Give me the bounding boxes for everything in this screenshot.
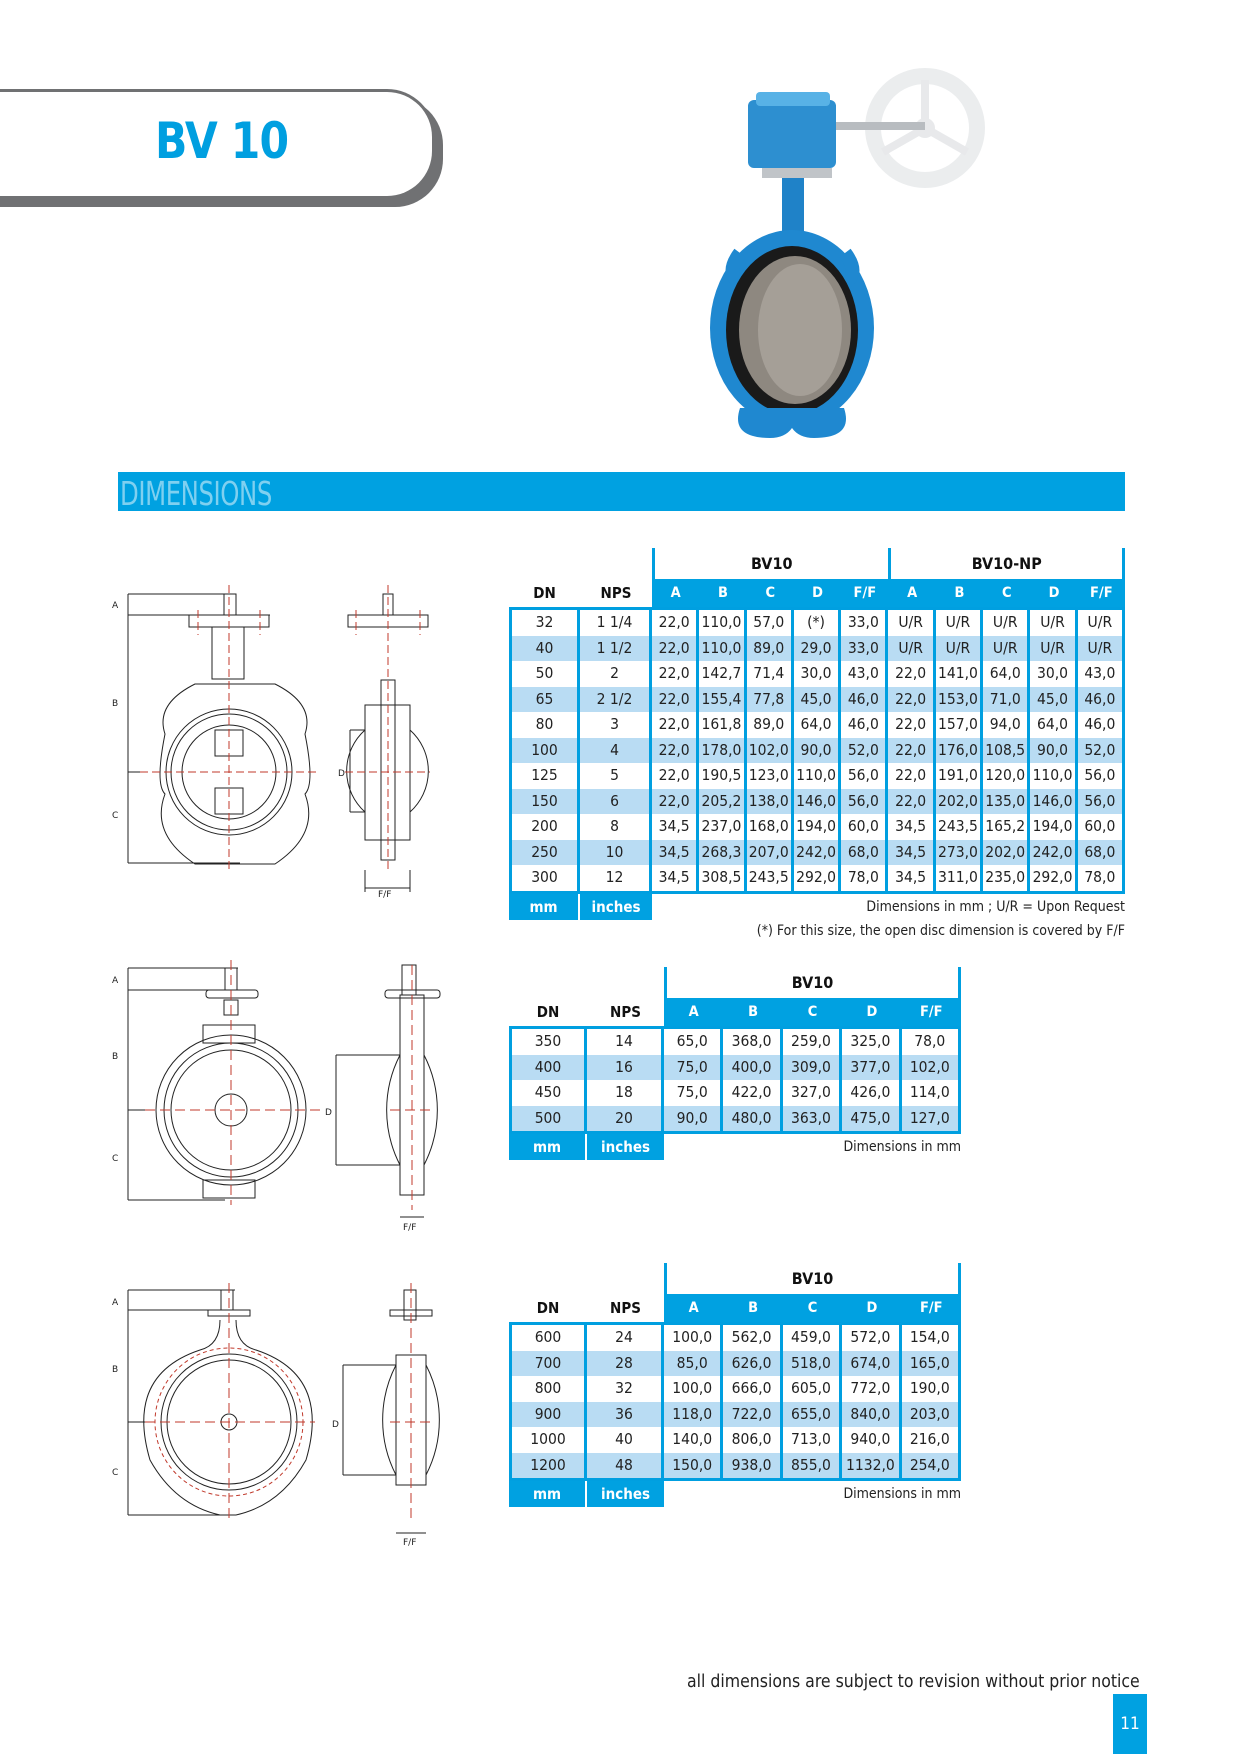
table-cell: 75,0	[664, 1080, 723, 1106]
table-cell: 350	[509, 1026, 587, 1055]
column-header-d: D	[842, 1294, 901, 1322]
table-cell: 562,0	[723, 1322, 782, 1351]
table-cell: 840,0	[842, 1402, 901, 1428]
table-cell: 800	[509, 1376, 587, 1402]
table-cell: 34,5	[652, 840, 699, 866]
table-cell: 243,5	[936, 814, 983, 840]
table-cell: 22,0	[652, 789, 699, 815]
table-cell: 45,0	[794, 687, 841, 713]
table-cell: 242,0	[1030, 840, 1077, 866]
table-cell: 772,0	[842, 1376, 901, 1402]
table-cell: 34,5	[652, 814, 699, 840]
table-cell: 178,0	[699, 738, 746, 764]
table-cell: 292,0	[794, 865, 841, 894]
table-cell: 194,0	[1030, 814, 1077, 840]
table-cell: 110,0	[699, 636, 746, 662]
table-cell: 161,8	[699, 712, 746, 738]
drawing-small-sizes	[100, 580, 500, 910]
group-header-bv10: BV10	[652, 548, 888, 579]
table-cell: U/R	[1030, 636, 1077, 662]
table-cell: 30,0	[1030, 661, 1077, 687]
label-b: B	[112, 1365, 119, 1375]
label-a: A	[112, 1298, 119, 1308]
table-row	[509, 789, 1125, 815]
table-cell: 191,0	[936, 763, 983, 789]
table-cell: 1 1/4	[580, 607, 652, 636]
table-cell: 56,0	[841, 789, 888, 815]
table-cell: 89,0	[747, 712, 794, 738]
table-cell: 259,0	[783, 1026, 842, 1055]
table-cell: U/R	[1030, 607, 1077, 636]
label-a: A	[112, 976, 119, 986]
table-cell: 68,0	[841, 840, 888, 866]
table-row	[509, 687, 1125, 713]
table-cell: 940,0	[842, 1427, 901, 1453]
table-cell: 22,0	[652, 738, 699, 764]
table-cell: 1000	[509, 1427, 587, 1453]
table-cell: 80	[509, 712, 580, 738]
table-cell: 138,0	[747, 789, 794, 815]
table-cell: 71,0	[983, 687, 1030, 713]
table-cell: 207,0	[747, 840, 794, 866]
table-cell: U/R	[936, 607, 983, 636]
label-d: D	[338, 769, 345, 779]
table-cell: 308,5	[699, 865, 746, 894]
table-cell: 165,2	[983, 814, 1030, 840]
table-cell: 90,0	[794, 738, 841, 764]
column-header-ff: F/F	[841, 579, 888, 607]
table-cell: 127,0	[902, 1106, 961, 1135]
table-cell: 806,0	[723, 1427, 782, 1453]
table-cell: 202,0	[983, 840, 1030, 866]
table-cell: 18	[587, 1080, 664, 1106]
column-header-nps: NPS	[610, 1299, 641, 1317]
table-cell: 56,0	[1078, 789, 1125, 815]
table-cell: 43,0	[1078, 661, 1125, 687]
table-cell: 268,3	[699, 840, 746, 866]
unit-inches: inches	[587, 1134, 664, 1160]
table-footnote: (*) For this size, the open disc dimension is covered by F/F	[756, 922, 1125, 939]
table-cell: 1200	[509, 1453, 587, 1482]
table-cell: 194,0	[794, 814, 841, 840]
table-cell: 325,0	[842, 1026, 901, 1055]
table-cell: 142,7	[699, 661, 746, 687]
table-row	[509, 712, 1125, 738]
table-cell: U/R	[888, 636, 935, 662]
table-cell: 426,0	[842, 1080, 901, 1106]
table-cell: 165,0	[902, 1351, 961, 1377]
table-cell: 100,0	[664, 1322, 723, 1351]
table-cell: 114,0	[902, 1080, 961, 1106]
table-cell: 292,0	[1030, 865, 1077, 894]
column-header-np-ff: F/F	[1078, 579, 1125, 607]
table-cell: 110,0	[699, 607, 746, 636]
table-cell: 100,0	[664, 1376, 723, 1402]
table-cell: 666,0	[723, 1376, 782, 1402]
table-cell: 254,0	[902, 1453, 961, 1482]
table-cell: 77,8	[747, 687, 794, 713]
table-cell: 46,0	[1078, 687, 1125, 713]
table-cell: 30,0	[794, 661, 841, 687]
table-row	[509, 814, 1125, 840]
table-cell: 153,0	[936, 687, 983, 713]
table-cell: 250	[509, 840, 580, 866]
table-cell: 135,0	[983, 789, 1030, 815]
table-cell: 655,0	[783, 1402, 842, 1428]
table-cell: 22,0	[888, 789, 935, 815]
table-cell: 16	[587, 1055, 664, 1081]
table-cell: 605,0	[783, 1376, 842, 1402]
table-cell: 422,0	[723, 1080, 782, 1106]
table-cell: 89,0	[747, 636, 794, 662]
table-cell: 140,0	[664, 1427, 723, 1453]
column-header-a: A	[652, 579, 699, 607]
table-cell: U/R	[983, 607, 1030, 636]
table-cell: 237,0	[699, 814, 746, 840]
table-cell: 40	[509, 636, 580, 662]
table-cell: 150,0	[664, 1453, 723, 1482]
table-cell: 52,0	[841, 738, 888, 764]
table-row	[509, 1427, 961, 1453]
table-cell: 24	[587, 1322, 664, 1351]
table-cell: 64,0	[1030, 712, 1077, 738]
table-cell: 52,0	[1078, 738, 1125, 764]
dimensions-table-32-300	[509, 548, 1125, 942]
table-cell: 46,0	[1078, 712, 1125, 738]
table-cell: 713,0	[783, 1427, 842, 1453]
table-cell: 475,0	[842, 1106, 901, 1135]
table-row	[509, 1402, 961, 1428]
table-cell: 102,0	[902, 1055, 961, 1081]
table-cell: 68,0	[1078, 840, 1125, 866]
table-cell: 205,2	[699, 789, 746, 815]
table-cell: 22,0	[888, 687, 935, 713]
page-number: 11	[1113, 1694, 1147, 1754]
column-header-dn: DN	[536, 1299, 560, 1317]
table-cell: 400	[509, 1055, 587, 1081]
table-cell: 722,0	[723, 1402, 782, 1428]
column-header-b: B	[723, 1294, 782, 1322]
table-cell: 32	[509, 607, 580, 636]
table-row	[509, 1376, 961, 1402]
label-ff: F/F	[403, 1223, 417, 1233]
table-cell: 327,0	[783, 1080, 842, 1106]
table-cell: 155,4	[699, 687, 746, 713]
table-row	[509, 1106, 961, 1135]
column-header-b: B	[723, 998, 782, 1026]
column-header-np-b: B	[936, 579, 983, 607]
group-header-bv10: BV10	[664, 967, 961, 998]
table-cell: 22,0	[652, 687, 699, 713]
column-header-d: D	[842, 998, 901, 1026]
column-header-np-c: C	[983, 579, 1030, 607]
section-title: DIMENSIONS	[120, 474, 272, 513]
table-cell: 123,0	[747, 763, 794, 789]
unit-mm: mm	[509, 1481, 587, 1507]
table-note: Dimensions in mm ; U/R = Upon Request	[866, 898, 1125, 915]
table-cell: 938,0	[723, 1453, 782, 1482]
column-header-a: A	[664, 1294, 723, 1322]
table-row	[509, 738, 1125, 764]
table-cell: 28	[587, 1351, 664, 1377]
table-note: Dimensions in mm	[843, 1486, 961, 1502]
table-row	[509, 636, 1125, 662]
table-cell: 146,0	[1030, 789, 1077, 815]
table-row	[509, 1351, 961, 1377]
dimensions-table-350-500	[509, 967, 961, 1160]
table-cell: 22,0	[888, 712, 935, 738]
table-cell: 100	[509, 738, 580, 764]
table-cell: 14	[587, 1026, 664, 1055]
column-header-dn: DN	[536, 1003, 560, 1021]
column-header-ff: F/F	[902, 1294, 961, 1322]
table-cell: 176,0	[936, 738, 983, 764]
table-cell: 273,0	[936, 840, 983, 866]
table-cell: 900	[509, 1402, 587, 1428]
table-cell: 600	[509, 1322, 587, 1351]
table-cell: 34,5	[888, 814, 935, 840]
disclaimer-text: all dimensions are subject to revision without prior notice	[687, 1672, 1140, 1692]
table-cell: U/R	[1078, 636, 1125, 662]
table-row	[509, 763, 1125, 789]
table-cell: 78,0	[1078, 865, 1125, 894]
table-cell: 65	[509, 687, 580, 713]
table-cell: 459,0	[783, 1322, 842, 1351]
table-cell: 311,0	[936, 865, 983, 894]
table-cell: 110,0	[794, 763, 841, 789]
table-cell: 22,0	[652, 607, 699, 636]
table-cell: 40	[587, 1427, 664, 1453]
table-cell: U/R	[936, 636, 983, 662]
table-row	[509, 1026, 961, 1055]
table-cell: 572,0	[842, 1322, 901, 1351]
table-cell: 855,0	[783, 1453, 842, 1482]
label-c: C	[112, 811, 119, 821]
table-row	[509, 661, 1125, 687]
column-header-ff: F/F	[902, 998, 961, 1026]
table-cell: 2	[580, 661, 652, 687]
table-row	[509, 865, 1125, 894]
table-cell: 90,0	[1030, 738, 1077, 764]
unit-mm: mm	[509, 1134, 587, 1160]
table-cell: 190,0	[902, 1376, 961, 1402]
table-cell: 22,0	[652, 712, 699, 738]
table-cell: 22,0	[888, 661, 935, 687]
table-cell: 46,0	[841, 687, 888, 713]
table-cell: 22,0	[652, 636, 699, 662]
table-cell: 450	[509, 1080, 587, 1106]
table-cell: 45,0	[1030, 687, 1077, 713]
table-cell: 50	[509, 661, 580, 687]
table-cell: 8	[580, 814, 652, 840]
table-cell: 2 1/2	[580, 687, 652, 713]
label-c: C	[112, 1468, 119, 1478]
table-cell: (*)	[794, 607, 841, 636]
table-note: Dimensions in mm	[843, 1139, 961, 1155]
table-cell: 34,5	[652, 865, 699, 894]
unit-mm: mm	[509, 894, 580, 920]
table-cell: 202,0	[936, 789, 983, 815]
table-cell: 309,0	[783, 1055, 842, 1081]
label-c: C	[112, 1154, 119, 1164]
table-cell: 216,0	[902, 1427, 961, 1453]
table-cell: 65,0	[664, 1026, 723, 1055]
table-cell: 34,5	[888, 840, 935, 866]
table-cell: U/R	[888, 607, 935, 636]
table-cell: 33,0	[841, 636, 888, 662]
group-header-bv10-np: BV10-NP	[888, 548, 1125, 579]
unit-inches: inches	[587, 1481, 664, 1507]
table-cell: 500	[509, 1106, 587, 1135]
table-cell: 20	[587, 1106, 664, 1135]
table-cell: 1 1/2	[580, 636, 652, 662]
column-header-c: C	[783, 998, 842, 1026]
column-header-dn: DN	[533, 584, 556, 602]
table-cell: 3	[580, 712, 652, 738]
table-cell: 1132,0	[842, 1453, 901, 1482]
table-cell: 108,5	[983, 738, 1030, 764]
table-cell: 71,4	[747, 661, 794, 687]
drawing-medium-sizes	[100, 955, 500, 1245]
table-cell: 125	[509, 763, 580, 789]
table-row	[509, 1453, 961, 1482]
label-d: D	[332, 1420, 339, 1430]
table-cell: 377,0	[842, 1055, 901, 1081]
table-cell: 118,0	[664, 1402, 723, 1428]
column-header-nps: NPS	[600, 584, 632, 602]
label-b: B	[112, 699, 119, 709]
table-cell: 78,0	[902, 1026, 961, 1055]
table-cell: 674,0	[842, 1351, 901, 1377]
table-cell: 146,0	[794, 789, 841, 815]
table-cell: 34,5	[888, 865, 935, 894]
table-cell: 57,0	[747, 607, 794, 636]
label-ff: F/F	[378, 890, 392, 900]
table-cell: 150	[509, 789, 580, 815]
table-cell: 33,0	[841, 607, 888, 636]
column-header-nps: NPS	[610, 1003, 641, 1021]
table-cell: 4	[580, 738, 652, 764]
table-cell: 22,0	[652, 661, 699, 687]
drawing-large-sizes	[100, 1265, 500, 1550]
label-ff: F/F	[403, 1538, 417, 1548]
table-cell: 48	[587, 1453, 664, 1482]
table-cell: 110,0	[1030, 763, 1077, 789]
column-header-a: A	[664, 998, 723, 1026]
table-row	[509, 607, 1125, 636]
table-cell: 43,0	[841, 661, 888, 687]
table-cell: 56,0	[841, 763, 888, 789]
table-cell: 6	[580, 789, 652, 815]
table-cell: 243,5	[747, 865, 794, 894]
table-cell: 36	[587, 1402, 664, 1428]
group-header-bv10: BV10	[664, 1263, 961, 1294]
column-header-c: C	[783, 1294, 842, 1322]
table-cell: 46,0	[841, 712, 888, 738]
dimensions-table-600-1200	[509, 1263, 961, 1507]
table-cell: 626,0	[723, 1351, 782, 1377]
table-cell: 90,0	[664, 1106, 723, 1135]
label-a: A	[112, 601, 119, 611]
table-row	[509, 1055, 961, 1081]
table-cell: 22,0	[888, 738, 935, 764]
valve-product-image	[700, 68, 1000, 453]
column-header-c: C	[747, 579, 794, 607]
table-cell: 94,0	[983, 712, 1030, 738]
label-b: B	[112, 1052, 119, 1062]
table-cell: 22,0	[888, 763, 935, 789]
page-title: BV 10	[155, 112, 289, 170]
table-cell: 300	[509, 865, 580, 894]
table-cell: 700	[509, 1351, 587, 1377]
table-cell: U/R	[983, 636, 1030, 662]
table-cell: 12	[580, 865, 652, 894]
table-cell: 120,0	[983, 763, 1030, 789]
table-cell: 32	[587, 1376, 664, 1402]
table-cell: 60,0	[1078, 814, 1125, 840]
label-d: D	[325, 1108, 332, 1118]
table-cell: 480,0	[723, 1106, 782, 1135]
table-row	[509, 840, 1125, 866]
column-header-np-d: D	[1030, 579, 1077, 607]
table-cell: 78,0	[841, 865, 888, 894]
table-cell: 5	[580, 763, 652, 789]
table-cell: 64,0	[983, 661, 1030, 687]
table-cell: 10	[580, 840, 652, 866]
table-cell: 368,0	[723, 1026, 782, 1055]
table-cell: 518,0	[783, 1351, 842, 1377]
table-cell: 235,0	[983, 865, 1030, 894]
unit-inches: inches	[580, 894, 652, 920]
table-cell: 85,0	[664, 1351, 723, 1377]
table-cell: 22,0	[652, 763, 699, 789]
table-cell: 190,5	[699, 763, 746, 789]
table-cell: 363,0	[783, 1106, 842, 1135]
table-cell: 75,0	[664, 1055, 723, 1081]
table-cell: 242,0	[794, 840, 841, 866]
table-cell: 64,0	[794, 712, 841, 738]
table-cell: 102,0	[747, 738, 794, 764]
table-cell: 203,0	[902, 1402, 961, 1428]
column-header-d: D	[794, 579, 841, 607]
table-row	[509, 1080, 961, 1106]
table-cell: U/R	[1078, 607, 1125, 636]
table-cell: 200	[509, 814, 580, 840]
table-row	[509, 1322, 961, 1351]
column-header-b: B	[699, 579, 746, 607]
column-header-np-a: A	[888, 579, 935, 607]
table-cell: 400,0	[723, 1055, 782, 1081]
table-cell: 157,0	[936, 712, 983, 738]
table-cell: 60,0	[841, 814, 888, 840]
table-cell: 168,0	[747, 814, 794, 840]
table-cell: 154,0	[902, 1322, 961, 1351]
table-cell: 29,0	[794, 636, 841, 662]
table-cell: 56,0	[1078, 763, 1125, 789]
table-cell: 141,0	[936, 661, 983, 687]
